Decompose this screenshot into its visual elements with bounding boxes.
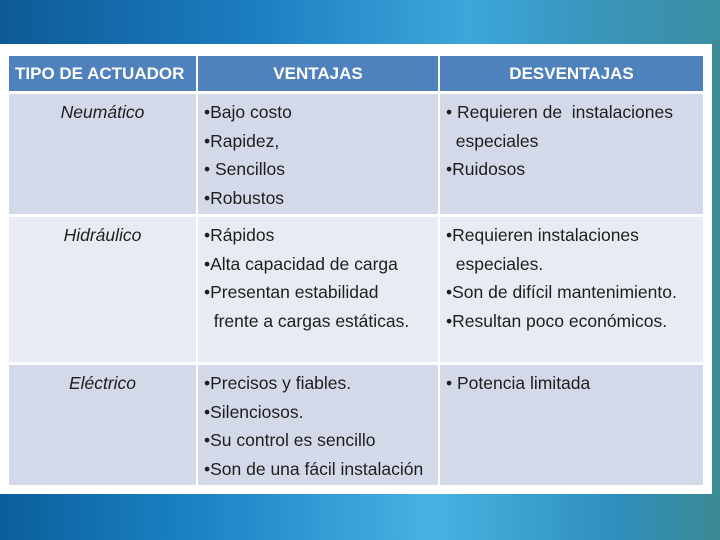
actuator-type-cell: Hidráulico [9, 217, 196, 362]
actuator-type-cell: Neumático [9, 94, 196, 214]
list-item: •Ruidosos [446, 159, 526, 179]
list-item: •Resultan poco económicos. [446, 310, 668, 331]
slide-canvas [0, 44, 712, 494]
bottom-decorative-band [0, 494, 720, 540]
list-item: •Presentan estabilidad [204, 282, 379, 302]
list-item: •Silenciosos. [204, 401, 304, 422]
header-tipo-de-actuador: TIPO DE ACTUADOR [9, 56, 196, 91]
table-row-neumatico [9, 94, 703, 214]
list-item: •Alta capacidad de carga [204, 253, 398, 274]
list-item: •Rapidez, [204, 130, 280, 151]
actuator-type-cell: Eléctrico [9, 365, 196, 485]
list-item: especiales [446, 130, 539, 151]
list-item: •Robustos [204, 187, 285, 208]
top-decorative-band [0, 0, 720, 44]
desventajas-cell [440, 94, 703, 214]
right-decorative-band [712, 40, 720, 500]
table-header-row [9, 56, 703, 91]
list-item: especiales. [446, 253, 544, 274]
ventajas-cell [198, 365, 438, 485]
list-item: •Son de una fácil instalación [204, 458, 424, 479]
list-item: •Requieren instalaciones [446, 225, 639, 245]
header-ventajas: VENTAJAS [198, 56, 438, 91]
actuator-comparison-table [9, 56, 703, 485]
list-item: frente a cargas estáticas. [204, 310, 410, 331]
list-item: •Rápidos [204, 225, 275, 245]
list-item: •Son de difícil mantenimiento. [446, 282, 677, 302]
table-row-electrico [9, 365, 703, 485]
header-desventajas: DESVENTAJAS [440, 56, 703, 91]
ventajas-cell [198, 217, 438, 362]
list-item: • Potencia limitada [446, 373, 591, 393]
desventajas-cell [440, 365, 703, 485]
table-row-hidraulico [9, 217, 703, 362]
desventajas-cell [440, 217, 703, 362]
list-item: • Sencillos [204, 159, 286, 179]
list-item: •Bajo costo [204, 102, 292, 122]
list-item: • Requieren de instalaciones [446, 102, 673, 122]
list-item: •Su control es sencillo [204, 430, 376, 450]
ventajas-cell [198, 94, 438, 214]
list-item: •Precisos y fiables. [204, 373, 352, 393]
